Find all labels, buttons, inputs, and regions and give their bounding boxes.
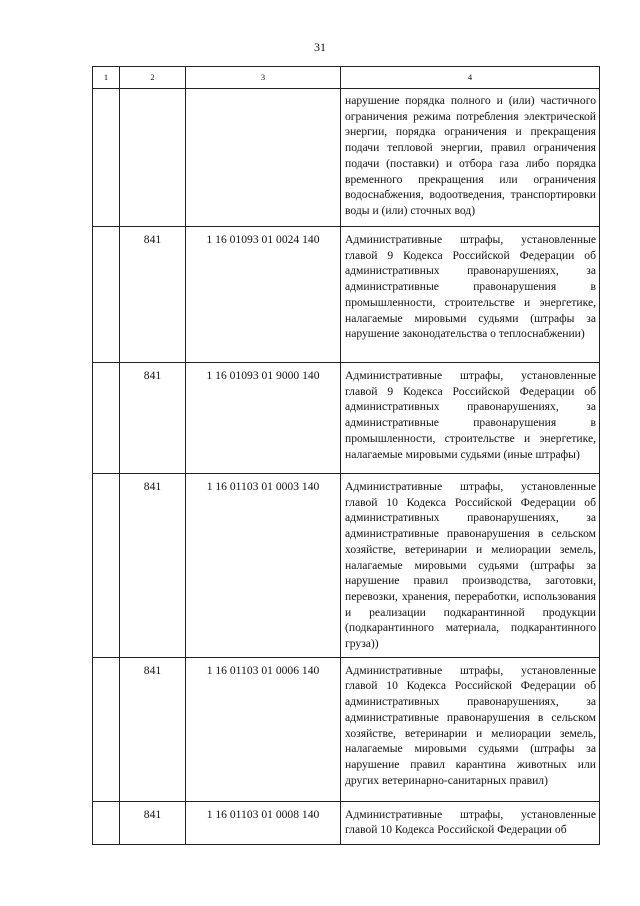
admin-code-cell: 841	[120, 801, 186, 844]
row-number-cell	[93, 363, 120, 474]
budget-code-cell: 1 16 01093 01 0024 140	[186, 227, 341, 363]
table-row	[93, 657, 600, 801]
budget-code-cell: 1 16 01103 01 0003 140	[186, 474, 341, 658]
column-header-2: 2	[120, 67, 186, 89]
row-number-cell	[93, 227, 120, 363]
table-row	[93, 363, 600, 474]
table-row	[93, 227, 600, 363]
admin-code-cell: 841	[120, 657, 186, 801]
description-cell: Административные штрафы, установленные главой 10 Кодекса Российской Федерации об административных правонарушениях, за административные правонарушения в сельском хозяйстве, ветеринарии и мелиорации земель, налагаемые мировыми судьями (штрафы за нарушение правил производства, заготовки, перевозки, хранения, переработки, использования и реализации подкарантинной продукции (подкарантинного материала, подкарантинного груза))	[341, 474, 600, 658]
table-row	[93, 89, 600, 227]
table-row	[93, 801, 600, 844]
budget-code-cell	[186, 89, 341, 227]
column-header-3: 3	[186, 67, 341, 89]
row-number-cell	[93, 801, 120, 844]
admin-code-cell: 841	[120, 227, 186, 363]
table-header-row	[93, 67, 600, 89]
description-cell: нарушение порядка полного и (или) частичного ограничения режима потребления электрической энергии, порядка ограничения и прекращения подачи тепловой энергии, правил ограничения подачи (поставки) и отбора газа либо порядка временного прекращения или ограничения водоснабжения, водоотведения, транспортировки воды и (или) сточных вод)	[341, 89, 600, 227]
description-cell: Административные штрафы, установленные главой 9 Кодекса Российской Федерации об административных правонарушениях, за административные правонарушения в промышленности, строительстве и энергетике, налагаемые мировыми судьями (штрафы за нарушение законодательства о теплоснабжении)	[341, 227, 600, 363]
budget-codes-table	[92, 66, 600, 845]
row-number-cell	[93, 657, 120, 801]
row-number-cell	[93, 474, 120, 658]
description-cell: Административные штрафы, установленные главой 10 Кодекса Российской Федерации об	[341, 801, 600, 844]
table-row	[93, 474, 600, 658]
description-cell: Административные штрафы, установленные главой 10 Кодекса Российской Федерации об административных правонарушениях, за административные правонарушения в сельском хозяйстве, ветеринарии и мелиорации земель, налагаемые мировыми судьями (штрафы за нарушение правил карантина животных или других ветеринарно-санитарных правил)	[341, 657, 600, 801]
row-number-cell	[93, 89, 120, 227]
description-cell: Административные штрафы, установленные главой 9 Кодекса Российской Федерации об административных правонарушениях, за административные правонарушения в промышленности, строительстве и энергетике, налагаемые мировыми судьями (иные штрафы)	[341, 363, 600, 474]
budget-code-cell: 1 16 01093 01 9000 140	[186, 363, 341, 474]
column-header-4: 4	[341, 67, 600, 89]
page-number: 31	[314, 40, 326, 54]
admin-code-cell: 841	[120, 363, 186, 474]
column-header-1: 1	[93, 67, 120, 89]
admin-code-cell: 841	[120, 474, 186, 658]
budget-code-cell: 1 16 01103 01 0008 140	[186, 801, 341, 844]
budget-code-cell: 1 16 01103 01 0006 140	[186, 657, 341, 801]
admin-code-cell	[120, 89, 186, 227]
